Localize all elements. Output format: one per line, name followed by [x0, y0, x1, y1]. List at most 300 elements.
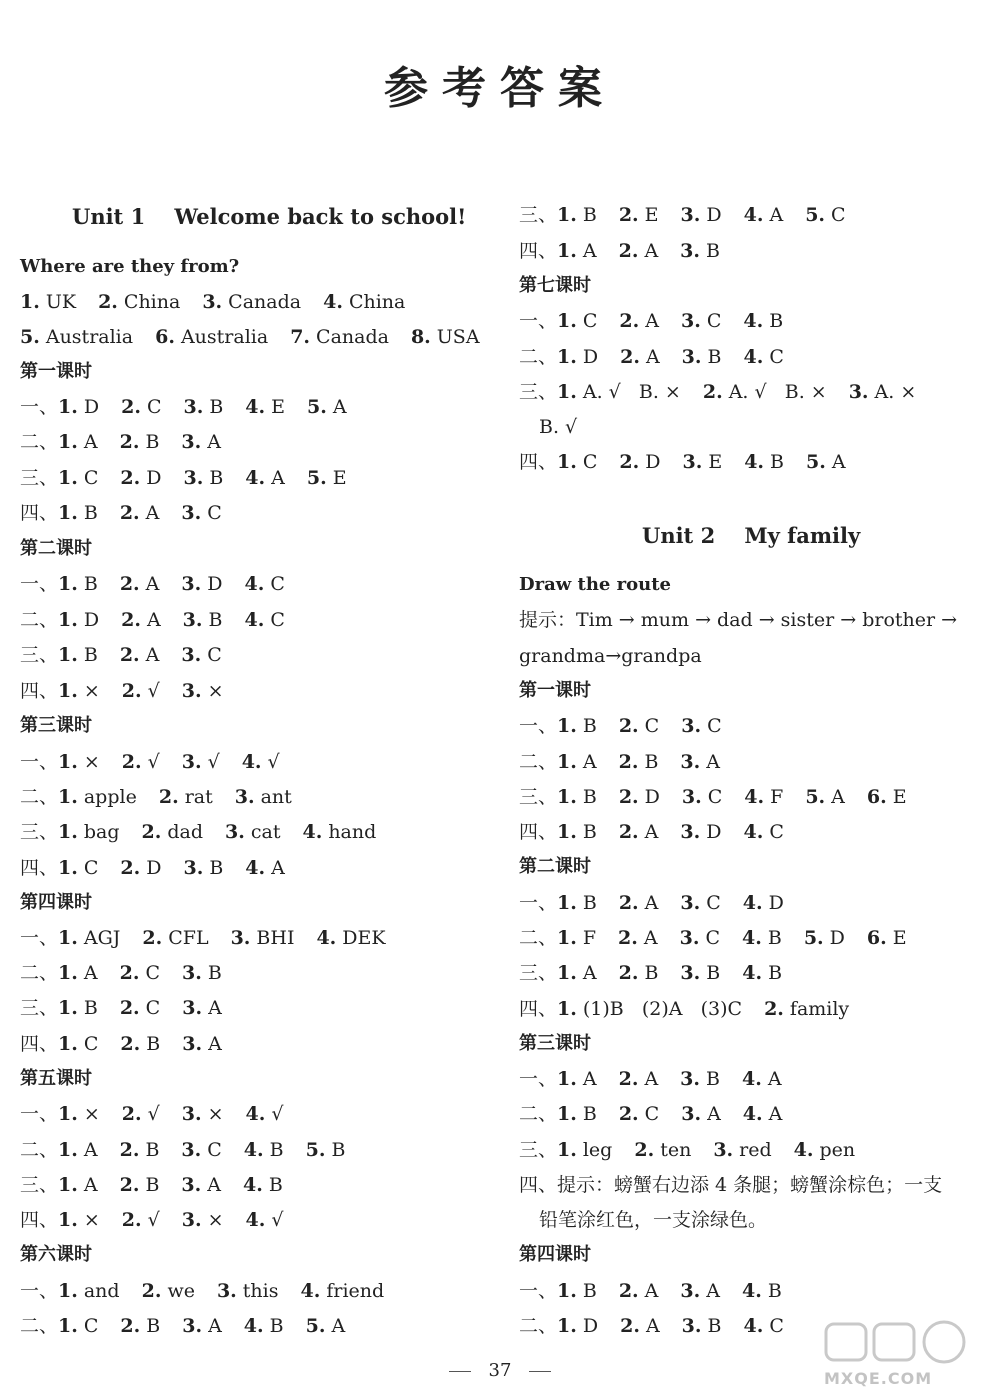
answer-item	[181, 1138, 221, 1162]
answer-item	[557, 309, 597, 333]
answer-item	[120, 961, 160, 985]
answer-item	[246, 1208, 284, 1232]
answer-row	[20, 430, 221, 454]
item-number: 2.	[618, 1068, 639, 1090]
answer-row	[519, 820, 784, 844]
item-answer: A	[331, 1315, 346, 1337]
answer-row	[20, 290, 405, 314]
item-number: 4.	[242, 1174, 263, 1196]
answer-item	[182, 1032, 222, 1056]
item-number: 3.	[848, 381, 869, 403]
answer-item	[619, 1067, 659, 1091]
item-number: 3.	[225, 821, 245, 843]
item-number: 1.	[58, 1103, 78, 1125]
answer-item	[182, 996, 222, 1020]
question-group-number: 二、	[20, 609, 59, 631]
item-answer: E	[271, 396, 286, 418]
question-group-number: 四、	[20, 502, 59, 524]
item-answer: √	[267, 751, 280, 773]
item-answer: Australia	[45, 326, 134, 348]
item-number: 1.	[557, 892, 577, 914]
item-answer: A	[83, 1139, 98, 1161]
answer-item	[682, 345, 722, 369]
item-number: 3.	[181, 1103, 202, 1125]
answer-item	[742, 961, 782, 985]
answer-item	[58, 750, 100, 774]
answer-item	[867, 926, 907, 950]
item-number: 2.	[618, 892, 639, 914]
item-number: 1.	[58, 927, 78, 949]
item-number: 2.	[702, 381, 723, 403]
answer-item	[120, 1138, 160, 1162]
answer-item	[557, 450, 597, 474]
item-answer: B	[706, 1068, 720, 1090]
item-answer: D	[582, 346, 599, 368]
answer-item	[235, 785, 292, 809]
item-number: 1.	[557, 786, 577, 808]
question-group-number: 二、	[519, 346, 558, 368]
item-answer: C	[83, 467, 99, 489]
question-group-number: 二、	[519, 927, 558, 949]
item-answer: A	[582, 240, 597, 262]
item-number: 4.	[245, 857, 266, 879]
item-number: 4.	[743, 821, 764, 843]
item-number: 2.	[618, 204, 639, 226]
item-number: 3.	[681, 1103, 702, 1125]
answer-row	[20, 1138, 345, 1162]
item-answer: ×	[207, 1103, 224, 1125]
question-group-number: 二、	[20, 1315, 59, 1337]
item-answer: D	[645, 451, 661, 473]
item-answer: A	[83, 962, 98, 984]
item-number: 3.	[181, 1209, 202, 1231]
item-number: 5.	[306, 467, 327, 489]
item-number: 1.	[58, 1209, 78, 1231]
item-answer: Canada	[228, 291, 302, 313]
item-number: 3.	[181, 644, 202, 666]
item-number: 3.	[216, 1280, 237, 1302]
item-number: 1.	[58, 857, 78, 879]
item-answer: A	[644, 240, 659, 262]
item-number: 3.	[681, 715, 702, 737]
answer-item	[182, 750, 220, 774]
item-number: 1.	[557, 1103, 577, 1125]
item-answer: red	[739, 1139, 772, 1161]
item-answer: BHI	[256, 927, 295, 949]
item-number: 2.	[618, 821, 639, 843]
item-number: 1.	[58, 821, 78, 843]
item-answer: C	[769, 821, 784, 843]
section-heading: 第一课时	[20, 361, 92, 382]
answer-row	[20, 750, 280, 774]
answer-row	[20, 1032, 222, 1056]
answer-item	[122, 750, 160, 774]
item-answer: C	[705, 927, 721, 949]
answer-row	[20, 856, 285, 880]
item-answer: D	[146, 857, 162, 879]
answer-row	[20, 1314, 345, 1338]
item-number: 5.	[305, 1315, 326, 1337]
answer-item	[121, 608, 161, 632]
answer-item	[619, 891, 659, 915]
item-number: 2.	[120, 1033, 141, 1055]
item-answer: B	[269, 1315, 284, 1337]
answer-item	[306, 1314, 346, 1338]
item-answer: UK	[45, 291, 77, 313]
item-answer: F	[770, 786, 784, 808]
question-group-number: 三、	[20, 997, 59, 1019]
answer-item	[58, 785, 137, 809]
section-heading: Draw the route	[519, 574, 671, 595]
item-number: 4.	[300, 1280, 321, 1302]
item-number: 3.	[182, 609, 203, 631]
section-heading: 第四课时	[20, 892, 92, 913]
item-answer: A	[767, 1068, 782, 1090]
answer-row	[519, 1138, 855, 1162]
item-number: 4.	[742, 962, 763, 984]
item-number: 2.	[158, 786, 179, 808]
answer-row	[519, 450, 846, 474]
item-answer: A	[707, 1103, 721, 1125]
item-answer: √	[271, 1103, 284, 1125]
item-number: 1.	[557, 962, 577, 984]
question-group-number: 四、	[519, 451, 558, 473]
item-number: 4.	[316, 927, 337, 949]
answer-item	[680, 961, 720, 985]
item-number: 2.	[618, 240, 639, 262]
answer-item	[323, 290, 405, 314]
item-answer: A	[831, 451, 846, 473]
item-answer: this	[242, 1280, 279, 1302]
item-number: 2.	[618, 1103, 639, 1125]
answer-item	[302, 820, 376, 844]
item-answer: C	[270, 573, 285, 595]
item-answer: C	[83, 1033, 99, 1055]
answer-row	[20, 1279, 384, 1303]
answer-item	[142, 1279, 195, 1303]
answer-row	[519, 961, 782, 985]
question-group-number: 一、	[20, 573, 59, 595]
answer-item	[244, 572, 284, 596]
item-number: 4.	[742, 927, 762, 949]
item-answer: A	[643, 927, 658, 949]
item-number: 3.	[680, 240, 701, 262]
item-number: 3.	[181, 502, 202, 524]
item-number: 4.	[743, 346, 764, 368]
item-number: 3.	[680, 204, 701, 226]
answer-item	[183, 395, 223, 419]
question-group-number: 二、	[20, 962, 59, 984]
question-group-number: 一、	[519, 1068, 558, 1090]
answer-item	[557, 714, 597, 738]
item-answer: C	[582, 451, 598, 473]
answer-item	[557, 1279, 597, 1303]
item-number: 1.	[58, 1174, 78, 1196]
answer-item	[245, 395, 285, 419]
answer-item	[58, 430, 98, 454]
item-answer: B	[83, 997, 98, 1019]
item-number: 2.	[121, 1209, 142, 1231]
item-answer: C	[707, 715, 722, 737]
item-number: 1.	[58, 751, 78, 773]
item-number: 3.	[182, 1315, 203, 1337]
answer-item	[98, 290, 180, 314]
item-answer: B	[83, 573, 98, 595]
item-answer: A	[83, 1174, 98, 1196]
item-number: 2.	[620, 1315, 640, 1337]
item-answer: USA	[436, 326, 480, 348]
item-answer: C	[706, 310, 722, 332]
item-number: 1.	[557, 240, 577, 262]
item-answer: D	[146, 467, 162, 489]
answer-item	[301, 1279, 385, 1303]
item-answer: D	[644, 786, 660, 808]
answer-row	[20, 572, 285, 596]
item-answer: ×	[83, 751, 100, 773]
item-number: 4.	[742, 1103, 763, 1125]
answer-item	[142, 820, 204, 844]
item-answer: C	[270, 609, 285, 631]
answer-item	[58, 1208, 100, 1232]
answer-item	[557, 1138, 612, 1162]
answer-item	[183, 856, 223, 880]
item-number: 1.	[58, 431, 78, 453]
item-answer: leg	[582, 1139, 613, 1161]
item-answer: China	[123, 291, 181, 313]
item-answer: A	[207, 431, 221, 453]
answer-row	[519, 750, 720, 774]
answer-item	[743, 345, 783, 369]
answer-item	[58, 926, 120, 950]
answer-item	[245, 466, 285, 490]
item-number: 3.	[713, 1139, 734, 1161]
answer-item	[682, 450, 722, 474]
item-answer: A. √ B. ×	[582, 381, 681, 403]
answer-item	[680, 750, 720, 774]
answer-item	[557, 785, 597, 809]
item-answer: cat	[250, 821, 281, 843]
answer-item	[290, 325, 389, 349]
item-answer: B	[582, 715, 597, 737]
item-number: 4.	[743, 204, 764, 226]
item-number: 1.	[58, 502, 78, 524]
answer-item	[316, 926, 385, 950]
answer-item	[742, 1067, 782, 1091]
answer-row	[519, 1279, 782, 1303]
watermark-logo	[824, 1318, 984, 1388]
item-answer: C	[769, 346, 784, 368]
item-number: 4.	[744, 451, 765, 473]
page-title: 参考答案	[384, 63, 616, 114]
item-number: 2.	[618, 786, 639, 808]
item-answer: D	[582, 1315, 599, 1337]
item-answer: A. √ B. ×	[728, 381, 827, 403]
answer-item	[58, 501, 98, 525]
item-number: 2.	[620, 346, 640, 368]
item-number: 2.	[120, 1315, 141, 1337]
answer-text-line: grandma→grandpa	[519, 645, 702, 667]
answer-item	[58, 608, 99, 632]
answer-item	[58, 1314, 98, 1338]
item-number: 2.	[119, 997, 140, 1019]
answer-item	[120, 466, 161, 490]
item-number: 4.	[742, 892, 763, 914]
answer-item	[306, 1138, 346, 1162]
item-number: 3.	[181, 1139, 202, 1161]
item-answer: C	[83, 857, 99, 879]
item-answer: B	[768, 962, 783, 984]
answer-item	[557, 203, 597, 227]
answer-item	[805, 203, 845, 227]
item-answer: B	[644, 962, 659, 984]
item-answer: D	[207, 573, 223, 595]
question-group-number: 四、	[20, 1209, 59, 1231]
answer-item	[120, 856, 161, 880]
answer-item	[805, 785, 845, 809]
answer-item	[742, 1279, 782, 1303]
answer-item	[634, 1138, 691, 1162]
item-number: 1.	[557, 346, 577, 368]
answer-item	[744, 785, 783, 809]
item-answer: A	[146, 609, 161, 631]
answer-item	[619, 961, 659, 985]
item-answer: B	[582, 892, 597, 914]
answer-text-line: 四、提示：螃蟹右边添 4 条腿；螃蟹涂棕色；一支	[519, 1174, 943, 1196]
section-heading: 第五课时	[20, 1068, 92, 1089]
item-number: 6.	[866, 786, 887, 808]
item-answer: B	[145, 1139, 160, 1161]
answer-row	[20, 1173, 283, 1197]
question-group-number: 二、	[20, 431, 59, 453]
item-answer: √	[147, 1103, 160, 1125]
section-heading: 第二课时	[519, 856, 591, 877]
item-number: 3.	[681, 786, 702, 808]
answer-item	[120, 1314, 160, 1338]
item-number: 4.	[241, 751, 262, 773]
item-answer: A	[208, 1315, 222, 1337]
item-answer: C	[582, 310, 598, 332]
page-number: 37	[488, 1360, 512, 1381]
answer-item	[713, 1138, 771, 1162]
item-number: 3.	[230, 927, 251, 949]
answer-row	[20, 395, 347, 419]
section-heading: 第七课时	[519, 275, 591, 296]
answer-item	[120, 1032, 160, 1056]
footer-dash-right	[529, 1371, 551, 1372]
item-number: 1.	[557, 204, 577, 226]
item-answer: A	[145, 502, 160, 524]
item-answer: √	[271, 1209, 284, 1231]
item-number: 5.	[20, 326, 40, 348]
answer-item	[619, 820, 659, 844]
answer-row	[519, 1102, 782, 1126]
item-answer: B	[706, 962, 721, 984]
item-number: 4.	[743, 310, 764, 332]
question-group-number: 一、	[519, 892, 558, 914]
answer-row	[519, 309, 783, 333]
answer-item	[122, 1208, 160, 1232]
answer-item	[58, 466, 98, 490]
item-answer: ×	[83, 1209, 100, 1231]
answer-row	[519, 1067, 782, 1091]
item-number: 1.	[58, 1139, 78, 1161]
answer-item	[411, 325, 480, 349]
question-group-number: 三、	[20, 467, 59, 489]
answer-item	[159, 785, 213, 809]
item-answer: bag	[83, 821, 120, 843]
item-answer: B	[146, 1033, 161, 1055]
item-number: 4.	[741, 1280, 762, 1302]
answer-item	[182, 961, 222, 985]
answer-item	[620, 1314, 660, 1338]
item-number: 1.	[58, 786, 78, 808]
item-number: 1.	[557, 998, 577, 1020]
answer-item	[58, 1173, 98, 1197]
item-number: 2.	[764, 998, 784, 1020]
answer-item	[744, 203, 784, 227]
item-number: 4.	[244, 609, 265, 631]
item-number: 3.	[202, 291, 223, 313]
item-number: 3.	[680, 962, 701, 984]
answer-item	[557, 1102, 597, 1126]
answer-item	[242, 750, 280, 774]
item-answer: A	[208, 1033, 222, 1055]
answer-item	[181, 643, 221, 667]
item-answer: A	[208, 997, 222, 1019]
question-group-number: 四、	[20, 857, 59, 879]
answer-item	[681, 309, 721, 333]
question-group-number: 四、	[519, 240, 558, 262]
section-heading: Where are they from?	[20, 256, 240, 277]
answer-item	[244, 608, 284, 632]
item-number: 3.	[680, 1280, 701, 1302]
item-number: 3.	[183, 857, 204, 879]
answer-row	[519, 345, 784, 369]
item-number: 3.	[681, 346, 702, 368]
item-answer: B	[767, 1280, 782, 1302]
item-number: 3.	[234, 786, 255, 808]
item-answer: B	[706, 240, 720, 262]
item-answer: ant	[260, 786, 292, 808]
question-group-number: 二、	[519, 1103, 558, 1125]
item-number: 5.	[805, 204, 826, 226]
item-answer: C	[83, 1315, 99, 1337]
item-number: 4.	[323, 291, 343, 313]
item-number: 3.	[181, 431, 202, 453]
item-answer: A	[645, 1315, 660, 1337]
answer-item	[794, 1138, 856, 1162]
answer-item	[183, 608, 223, 632]
section-heading: 第三课时	[20, 715, 92, 736]
answer-item	[58, 643, 98, 667]
answer-item	[307, 466, 347, 490]
item-answer: B	[707, 346, 722, 368]
item-number: 2.	[618, 751, 639, 773]
answer-item	[680, 1279, 720, 1303]
item-answer: C	[707, 786, 723, 808]
item-answer: D	[706, 204, 722, 226]
answer-row	[20, 608, 285, 632]
item-number: 5.	[806, 451, 826, 473]
item-number: 4.	[245, 1209, 266, 1231]
item-answer: ×	[207, 1209, 224, 1231]
unit-heading: Unit 1 Welcome back to school!	[72, 204, 467, 229]
answer-item	[680, 926, 720, 950]
answer-item	[244, 1314, 284, 1338]
item-number: 8.	[410, 326, 431, 348]
answer-item	[619, 1279, 659, 1303]
item-number: 2.	[119, 1139, 140, 1161]
